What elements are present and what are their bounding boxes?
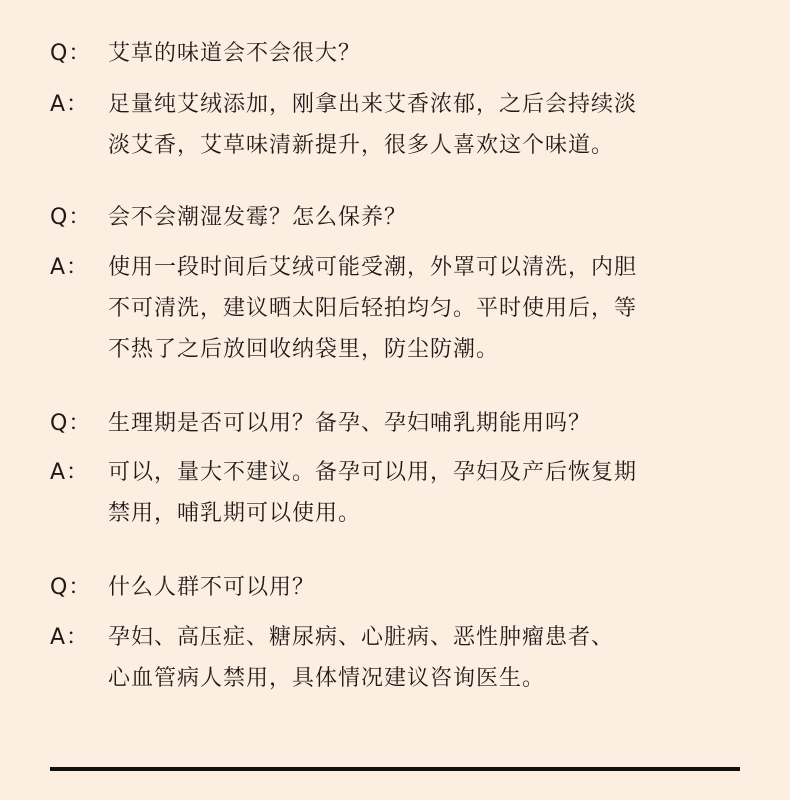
answer-text [108, 247, 750, 370]
question-label: Q： [50, 205, 92, 230]
answer-line: 足量纯艾绒添加，刚拿出来艾香浓郁，之后会持续淡 [108, 92, 638, 117]
question-label: Q： [50, 41, 92, 66]
answer-label: A： [50, 460, 90, 485]
faq-question-row [50, 572, 750, 604]
answer-label: A： [50, 625, 90, 650]
answer-text [108, 84, 750, 166]
answer-line: 孕妇、高压症、糖尿病、心脏病、恶性肿瘤患者、 [108, 625, 615, 650]
answer-line: 不可清洗，建议晒太阳后轻拍均匀。平时使用后，等 [108, 296, 638, 321]
answer-line: 可以，量大不建议。备孕可以用，孕妇及产后恢复期 [108, 460, 638, 485]
answer-line: 心血管病人禁用，具体情况建议咨询医生。 [108, 666, 546, 691]
question-label: Q： [50, 411, 92, 436]
answer-line: 禁用，哺乳期可以使用。 [108, 501, 362, 526]
faq-question-row [50, 38, 750, 70]
question-text: 会不会潮湿发霉？怎么保养？ [108, 205, 408, 230]
faq-question-row [50, 408, 750, 440]
faq-answer-row [50, 452, 750, 534]
question-text: 生理期是否可以用？备孕、孕妇哺乳期能用吗？ [108, 411, 592, 436]
faq-answer-row [50, 247, 750, 370]
faq-answer-row [50, 617, 750, 699]
answer-text [108, 617, 750, 699]
answer-line: 不热了之后放回收纳袋里，防尘防潮。 [108, 337, 500, 362]
answer-line: 淡艾香，艾草味清新提升，很多人喜欢这个味道。 [108, 133, 615, 158]
faq-question-row [50, 202, 750, 234]
answer-label: A： [50, 92, 90, 117]
question-text: 艾草的味道会不会很大？ [108, 41, 362, 66]
faq-answer-row [50, 84, 750, 166]
answer-line: 使用一段时间后艾绒可能受潮，外罩可以清洗，内胆 [108, 255, 638, 280]
question-label: Q： [50, 575, 92, 600]
answer-text [108, 452, 750, 534]
bottom-divider [50, 767, 740, 771]
answer-label: A： [50, 255, 90, 280]
question-text: 什么人群不可以用？ [108, 575, 316, 600]
